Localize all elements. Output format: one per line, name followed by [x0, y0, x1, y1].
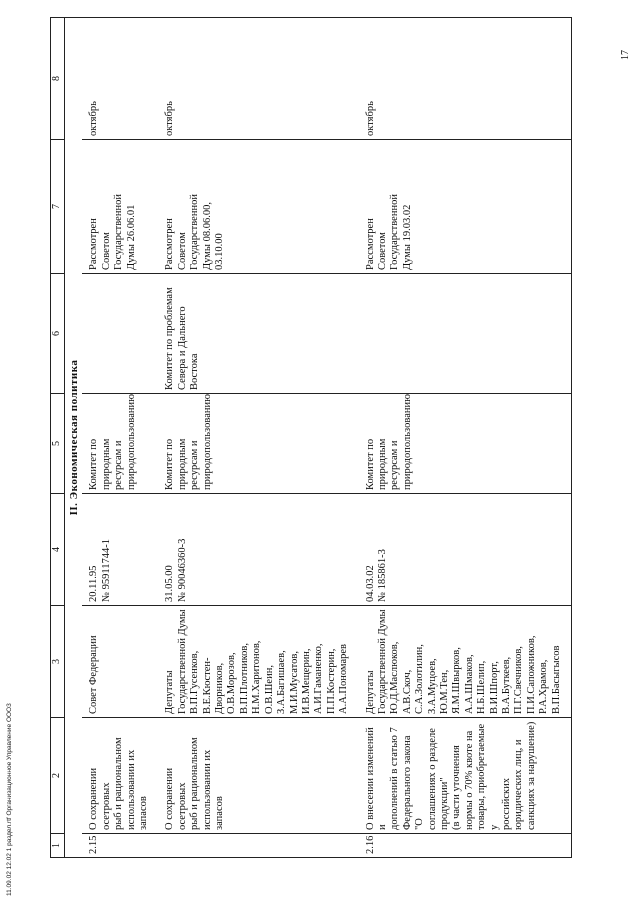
status: Рассмотрен Советом Государственной Думы 19.03.02	[359, 140, 572, 274]
column-header: 5	[51, 394, 65, 494]
responsible-committee: Комитет по природным ресурсам и природопользованию	[158, 394, 358, 494]
bill-author: Депутаты Государственной Думы Ю.Д.Маслюков, А.В.Скоч, С.А.Золотилин, З.А.Муцоев, Ю.М.Тен, Я.М.Швырков, А.А.Шмаков, Н.Б.Шелип, В.И.Шпорт, В.А.Буткеев, П.Г.Свечников, П.И.Сапожников, Р.А.Храмов, В.П.Басыгысов	[359, 606, 572, 718]
row-number: 2.16	[359, 834, 572, 858]
row-number: 2.15	[82, 834, 158, 858]
registration: 20.11.95 № 95911744-1	[82, 494, 158, 606]
column-header-row	[51, 18, 65, 858]
table-row	[158, 18, 358, 858]
column-header: 6	[51, 274, 65, 394]
status: Рассмотрен Советом Государственной Думы 26.06.01	[82, 140, 158, 274]
column-header: 4	[51, 494, 65, 606]
column-header: 3	[51, 606, 65, 718]
column-header: 1	[51, 834, 65, 858]
page-number: 17	[620, 50, 631, 60]
planned-month: октябрь	[82, 18, 158, 140]
registration: 04.03.02 № 185861-3	[359, 494, 572, 606]
registration: 31.05.00 № 90046360-3	[158, 494, 358, 606]
column-header: 8	[51, 18, 65, 140]
responsible-committee: Комитет по природным ресурсам и природопользованию	[82, 394, 158, 494]
bill-author: Депутаты Государственной Думы В.П.Гусенков, В.Е.Кюстен-Дворников, О.В.Морозов, В.П.Плотников, Н.М.Харитонов, О.В.Шеин, З.А.Багишаев, М.И.Мусатов, И.В.Мещерин, А.И.Гаманенко, П.П.Костерин, А.А.Пономарев	[158, 606, 358, 718]
column-header: 7	[51, 140, 65, 274]
co-committee	[359, 274, 572, 394]
responsible-committee: Комитет по природным ресурсам и природопользованию	[359, 394, 572, 494]
rotated-page	[50, 18, 635, 858]
footer-text: 11.09.02 12.02 1 раздел.rtf Организационное Управление ООО3	[6, 703, 13, 896]
co-committee	[82, 274, 158, 394]
column-header: 2	[51, 718, 65, 834]
row-number	[158, 834, 358, 858]
table-row	[359, 18, 572, 858]
co-committee: Комитет по проблемам Севера и Дальнего Востока	[158, 274, 358, 394]
status: Рассмотрен Советом Государственной Думы 08.06.00, 03.10.00	[158, 140, 358, 274]
bill-title: О сохранении осетровых рыб и рациональном использовании их запасов	[82, 718, 158, 834]
bill-author: Совет Федерации	[82, 606, 158, 718]
table-row	[82, 18, 158, 858]
bill-title: О сохранении осетровых рыб и рациональном использовании их запасов	[158, 718, 358, 834]
planned-month: октябрь	[158, 18, 358, 140]
legislation-table	[50, 17, 572, 858]
planned-month: октябрь	[359, 18, 572, 140]
section-title: II. Экономическая политика	[65, 18, 83, 858]
bill-title: О внесении изменений и дополнений в статью 7 Федерального закона "О соглашениях о разделе продукции" (в части уточнения нормы о 70% квоте на товары, приобретаемые у российских юридических лиц, и санкциях за нарушение)	[359, 718, 572, 834]
section-row	[65, 18, 83, 858]
